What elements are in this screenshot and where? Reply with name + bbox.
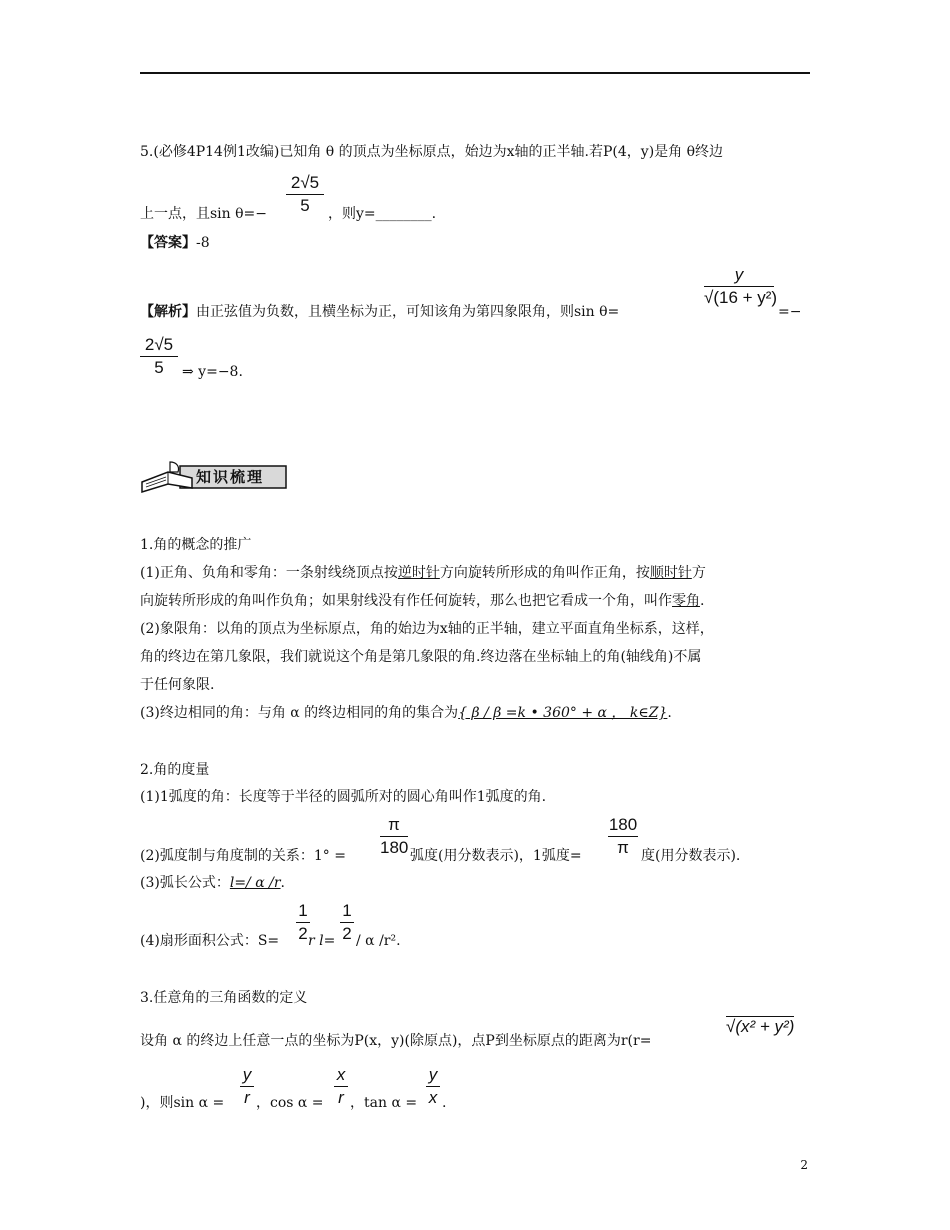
- s2-p4c: / α /r².: [356, 933, 401, 949]
- s3-p2b: ，cos α =: [256, 1095, 324, 1111]
- s3-radical: √(x² + y²): [726, 1017, 795, 1036]
- s1-p3: (3)终边相同的角：与角 α 的终边相同的角的集合为{ β / β =k • 360° + α ， k∈Z}.: [140, 705, 672, 721]
- header-rule: [140, 72, 810, 74]
- s1-p1-line1: (1)正角、负角和零角：一条射线绕顶点按逆时针方向旋转所形成的角叫作正角，按顺时针方: [140, 565, 706, 581]
- analysis-frac-num: y: [734, 265, 744, 284]
- s2-frac4: 1 2: [340, 900, 354, 945]
- s2-frac1: π 180: [380, 815, 409, 857]
- s2-p3: (3)弧长公式：l=/ α /r.: [140, 875, 285, 891]
- analysis-frac2-num: 2√5: [144, 335, 174, 354]
- analysis-line1: [140, 302, 619, 322]
- s2-title: 2.角的度量: [140, 762, 210, 778]
- s3-p2a: )，则sin α =: [140, 1095, 225, 1111]
- underline-cw: 顺时针: [649, 565, 692, 581]
- s3-title: 3.任意角的三角函数的定义: [140, 990, 308, 1006]
- q5-frac-num: 2√5: [290, 173, 320, 192]
- s2-frac2: 180 π: [608, 815, 638, 857]
- s3-frac-tan: y x: [426, 1064, 440, 1109]
- analysis-fraction: [704, 264, 778, 309]
- s1-p2-line2: 角的终边在第几象限，我们就说这个角是第几象限的角.终边落在坐标轴上的角(轴线角)不属: [140, 649, 702, 665]
- s2-p4a: (4)扇形面积公式：S=: [140, 933, 280, 949]
- q5-line2b: ，则y=________.: [328, 206, 437, 222]
- analysis-result: ⇒ y=−8.: [182, 364, 243, 380]
- s3-p1: 设角 α 的终边上任意一点的坐标为P(x，y)(除原点)，点P到坐标原点的距离为r(r=: [140, 1033, 652, 1049]
- s2-p1: (1)1弧度的角：长度等于半径的圆弧所对的圆心角叫作1弧度的角.: [140, 789, 547, 805]
- s2-frac3: 1 2: [296, 900, 310, 945]
- answer-value: -8: [196, 235, 210, 251]
- q5-frac-den: 5: [300, 196, 310, 215]
- s2-p2c: 度(用分数表示).: [641, 848, 741, 864]
- analysis-fraction2: [140, 334, 178, 379]
- banner-title: 知识梳理: [196, 468, 265, 486]
- analysis-frac-den: √(16 + y²): [704, 288, 778, 307]
- underline-ccw: 逆时针: [397, 565, 440, 581]
- q5-fraction: [286, 172, 324, 217]
- s1-p1-line2: 向旋转所形成的角叫作负角；如果射线没有作任何旋转，那么也把它看成一个角，叫作零角.: [140, 593, 705, 609]
- q5-line2a: 上一点，且sin θ=−: [140, 206, 268, 222]
- answer-label: 【答案】: [140, 235, 196, 251]
- page-number: 2: [800, 1158, 808, 1172]
- s2-p2a: (2)弧度制与角度制的关系：1° =: [140, 848, 346, 864]
- answer-line: [140, 233, 210, 253]
- s3-p2c: ，tan α =: [350, 1095, 418, 1111]
- arc-length-formula: l=/ α /r: [229, 875, 281, 891]
- s3-p2d: .: [442, 1095, 447, 1111]
- analysis-tail: =−: [778, 304, 802, 320]
- s3-frac-cos: x r: [334, 1064, 348, 1109]
- analysis-frac2-den: 5: [154, 358, 164, 377]
- coterminal-set: { β / β =k • 360° + α ， k∈Z}: [458, 705, 668, 721]
- s1-p2-line3: 于任何象限.: [140, 677, 215, 693]
- s2-p2b: 弧度(用分数表示)，1弧度=: [410, 848, 582, 864]
- s3-frac-sin: y r: [240, 1064, 254, 1109]
- analysis-text: 由正弦值为负数，且横坐标为正，可知该角为第四象限角，则sin θ=: [196, 304, 620, 320]
- underline-zero: 零角: [672, 593, 700, 609]
- analysis-label: 【解析】: [140, 304, 196, 320]
- s2-p4b: r l=: [308, 933, 336, 949]
- s1-title: 1.角的概念的推广: [140, 537, 252, 553]
- q5-line1: 5.(必修4P14例1改编)已知角 θ 的顶点为坐标原点，始边为x轴的正半轴.若P(4，y)是角 θ终边: [140, 144, 724, 160]
- s1-p2-line1: (2)象限角：以角的顶点为坐标原点，角的始边为x轴的正半轴，建立平面直角坐标系，这样，: [140, 621, 714, 637]
- knowledge-banner: [140, 458, 290, 498]
